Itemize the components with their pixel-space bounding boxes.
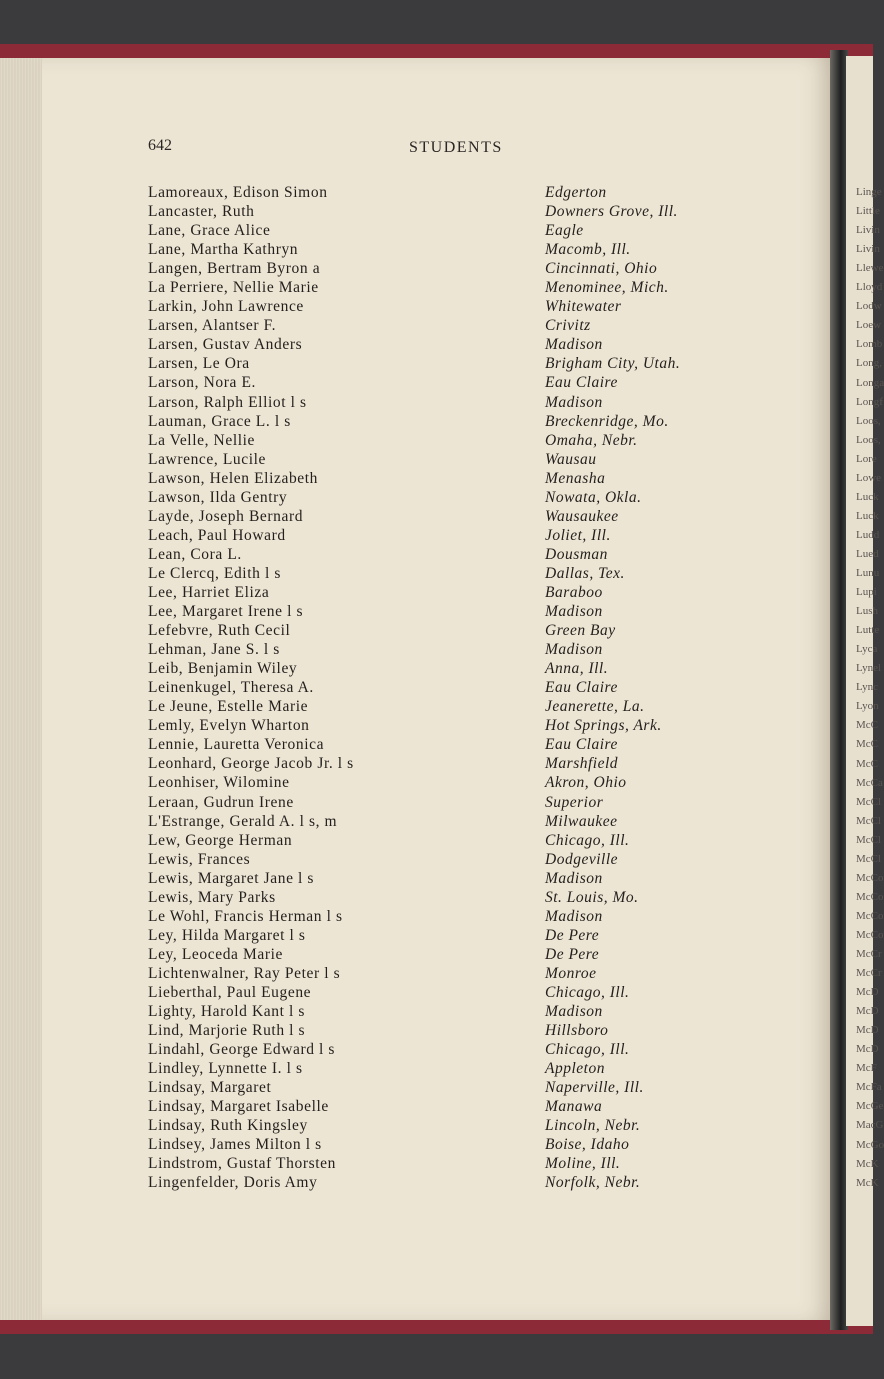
names-column [148, 183, 354, 1192]
student-name: Lingenfelder, Doris Amy [148, 1174, 318, 1192]
student-name: Lawrence, Lucile [148, 450, 267, 468]
student-name: Lane, Martha Kathryn [148, 241, 299, 259]
student-hometown: Macomb, Ill. [545, 241, 631, 259]
student-hometown: Madison [545, 869, 603, 887]
student-hometown: De Pere [545, 926, 600, 944]
student-hometown: Boise, Idaho [545, 1136, 630, 1154]
student-hometown: Edgerton [545, 184, 607, 201]
facing-page-text-fragment: Luck [856, 509, 879, 522]
facing-page-text-fragment: Lynel [856, 662, 882, 675]
student-name: Lewis, Margaret Jane l s [148, 869, 315, 887]
facing-page-text-fragment: McCo [856, 928, 884, 941]
facing-page-text-fragment: McD [856, 986, 879, 999]
student-name: Lindahl, George Edward l s [148, 1041, 336, 1059]
student-name: Lancaster, Ruth [148, 203, 255, 221]
facing-page-text-fragment: McD [856, 1043, 879, 1056]
student-hometown: Brigham City, Utah. [545, 355, 681, 373]
facing-page-text-fragment: Lync [856, 681, 878, 694]
facing-page-text-fragment: McGe [856, 1100, 884, 1113]
facing-page-text-fragment: McCl [856, 833, 882, 846]
facing-page-text-fragment: Lyon [856, 700, 879, 713]
student-name: Larson, Nora E. [148, 374, 256, 392]
student-name: Larsen, Alantser F. [148, 317, 277, 335]
student-hometown: Wausaukee [545, 507, 619, 525]
facing-page-text-fragment: Lunu [856, 567, 880, 579]
facing-page-text-fragment: Ludd [856, 528, 880, 541]
student-name: Lindsay, Margaret [148, 1079, 272, 1097]
student-name: Layde, Joseph Bernard [148, 507, 304, 525]
facing-page-text-fragment: Lupi [856, 586, 877, 599]
student-hometown: Jeanerette, La. [545, 698, 645, 716]
student-name: Langen, Bertram Byron a [148, 260, 321, 278]
student-hometown: Dallas, Tex. [545, 564, 625, 582]
student-hometown: Lincoln, Nebr. [545, 1117, 641, 1135]
facing-page-text-fragment: MacG [856, 1119, 884, 1132]
facing-page-text-fragment: McC [856, 719, 878, 732]
student-hometown: Eau Claire [545, 736, 618, 754]
facing-page-text-fragment: Luck [856, 490, 879, 503]
facing-page-text-fragment: McCl [856, 795, 882, 808]
student-name: Le Jeune, Estelle Marie [148, 698, 309, 716]
student-name: Le Clercq, Edith l s [148, 564, 281, 582]
student-name: Lee, Margaret Irene l s [148, 603, 304, 621]
student-name: Larkin, John Lawrence [148, 298, 304, 316]
facing-page-text-fragment: McCo [856, 871, 884, 884]
facing-page-edge [846, 56, 884, 1326]
student-hometown: Moline, Ill. [545, 1155, 621, 1173]
student-hometown: Chicago, Ill. [545, 1041, 630, 1059]
student-name: Le Wohl, Francis Herman l s [148, 907, 343, 925]
student-hometown: Chicago, Ill. [545, 831, 630, 849]
student-name: Lindsey, James Milton l s [148, 1136, 322, 1154]
student-name: Lennie, Lauretta Veronica [148, 736, 325, 754]
student-hometown: Baraboo [545, 583, 603, 601]
facing-page-text-fragment: McC [856, 757, 878, 770]
student-name: La Velle, Nellie [148, 431, 256, 449]
facing-page-text-fragment: Llewe [856, 262, 884, 275]
student-name: Lew, George Herman [148, 831, 293, 849]
student-hometown: Menasha [545, 469, 606, 487]
student-hometown: Milwaukee [545, 812, 618, 830]
student-name: Lichtenwalner, Ray Peter l s [148, 964, 341, 982]
student-name: Larsen, Gustav Anders [148, 336, 303, 354]
student-hometown: Norfolk, Nebr. [545, 1174, 641, 1192]
facing-page-text-fragment: Little [856, 205, 880, 218]
student-hometown: Anna, Ill. [545, 660, 609, 678]
facing-page-text-fragment: McC [856, 738, 878, 751]
student-name: Lewis, Mary Parks [148, 888, 276, 906]
student-hometown: Hillsboro [545, 1022, 609, 1040]
facing-page-text-fragment: Longa [856, 376, 884, 389]
student-hometown: Akron, Ohio [545, 774, 627, 792]
student-name: Lindley, Lynnette I. l s [148, 1060, 303, 1078]
student-name: Lawson, Ilda Gentry [148, 488, 288, 506]
facing-page-text-fragment: Lutte [856, 624, 880, 637]
student-hometown: Madison [545, 393, 603, 411]
facing-page-text-fragment: Lyca [856, 643, 878, 656]
facing-page-text-fragment: McK [856, 1157, 879, 1170]
facing-page-text-fragment: Loew [856, 319, 882, 332]
student-hometown: Joliet, Ill. [545, 526, 611, 544]
page-number: 642 [148, 137, 172, 154]
facing-page-text-fragment: McF [856, 1062, 877, 1075]
student-name: Lehman, Jane S. l s [148, 641, 280, 659]
facing-page-text-fragment: McCr [856, 948, 882, 960]
facing-page-text-fragment: Long, [856, 357, 882, 370]
student-hometown: Downers Grove, Ill. [545, 203, 678, 221]
student-hometown: Omaha, Nebr. [545, 431, 638, 449]
student-hometown: Dousman [545, 545, 608, 563]
student-hometown: Dodgeville [545, 850, 619, 868]
student-name: Leib, Benjamin Wiley [148, 660, 298, 678]
facing-page-text-fragment: McGo [856, 1138, 884, 1151]
student-name: Ley, Hilda Margaret l s [148, 926, 306, 944]
student-name: Lindsay, Margaret Isabelle [148, 1098, 329, 1116]
running-head: STUDENTS [409, 139, 503, 156]
facing-page-text-fragment: Loos, [856, 433, 881, 446]
student-name: Leraan, Gudrun Irene [148, 793, 294, 811]
student-hometown: Madison [545, 603, 603, 621]
facing-page-text-fragment: Lued [856, 547, 879, 560]
student-hometown: Madison [545, 336, 603, 354]
student-hometown: Madison [545, 641, 603, 659]
student-name: Leonhiser, Wilomine [148, 774, 290, 792]
facing-page-text-fragment: Livin [856, 243, 880, 256]
facing-page-text-fragment: Lore [856, 452, 877, 465]
student-name: Lefebvre, Ruth Cecil [148, 622, 291, 640]
places-column [545, 183, 680, 1192]
student-name: Lighty, Harold Kant l s [148, 1003, 306, 1021]
student-hometown: Eau Claire [545, 374, 618, 392]
facing-page-text-fragment: McCo [856, 890, 884, 903]
facing-page-text-fragment: McD [856, 1005, 879, 1018]
facing-page-text-fragment: Longf [856, 395, 883, 408]
student-hometown: Madison [545, 907, 603, 925]
student-hometown: Menominee, Mich. [545, 279, 669, 297]
student-hometown: Breckenridge, Mo. [545, 412, 669, 430]
student-hometown: Eagle [545, 222, 584, 240]
student-name: Lee, Harriet Eliza [148, 583, 270, 601]
facing-page-text-fragment: McK [856, 1176, 879, 1189]
student-hometown: Chicago, Ill. [545, 983, 630, 1001]
student-name: L'Estrange, Gerald A. l s, m [148, 812, 338, 830]
facing-page-text-fragment: Lomb [856, 338, 883, 351]
facing-page-text-fragment: Lodw [856, 300, 882, 313]
student-name: Lewis, Frances [148, 850, 251, 868]
student-name: Lemly, Evelyn Wharton [148, 717, 310, 735]
facing-page-text-fragment: McCa [856, 776, 883, 789]
student-hometown: Whitewater [545, 298, 622, 316]
facing-page-text-fragment: Lowe [856, 471, 882, 484]
student-name: Lind, Marjorie Ruth l s [148, 1022, 306, 1040]
student-hometown: Nowata, Okla. [545, 488, 642, 506]
facing-page-text-fragment: McCo [856, 909, 884, 922]
student-name: Lean, Cora L. [148, 545, 242, 563]
student-name: Lamoreaux, Edison Simon [148, 184, 328, 201]
student-name: Lindsay, Ruth Kingsley [148, 1117, 308, 1135]
facing-page-text-fragment: Livin [856, 224, 880, 237]
facing-page-text-fragment: McFa [856, 1081, 882, 1094]
student-name: Leach, Paul Howard [148, 526, 286, 544]
facing-page-text-fragment: McCl [856, 852, 882, 865]
student-hometown: Appleton [545, 1060, 605, 1078]
student-hometown: Monroe [545, 964, 597, 982]
page-stack-edge [0, 58, 46, 1320]
student-name: Ley, Leoceda Marie [148, 945, 284, 963]
student-hometown: Manawa [545, 1098, 603, 1116]
student-hometown: Marshfield [545, 755, 619, 773]
student-name: Lindstrom, Gustaf Thorsten [148, 1155, 336, 1173]
facing-page-text-fragment: Linge [856, 186, 882, 198]
student-hometown: Cincinnati, Ohio [545, 260, 658, 278]
student-name: Lawson, Helen Elizabeth [148, 469, 319, 487]
facing-page-text-fragment: McCr [856, 967, 882, 980]
student-hometown: Green Bay [545, 622, 616, 640]
facing-page-text-fragment: Lloyd [856, 281, 883, 294]
student-hometown: Superior [545, 793, 604, 811]
student-hometown: Hot Springs, Ark. [545, 717, 662, 735]
student-name: Leonhard, George Jacob Jr. l s [148, 755, 354, 773]
student-name: Lieberthal, Paul Eugene [148, 983, 312, 1001]
student-name: Larson, Ralph Elliot l s [148, 393, 307, 411]
student-name: Larsen, Le Ora [148, 355, 250, 373]
student-name: Lauman, Grace L. l s [148, 412, 291, 430]
facing-page-text-fragment: Lush [856, 605, 878, 618]
student-hometown: Eau Claire [545, 679, 618, 697]
student-hometown: De Pere [545, 945, 600, 963]
student-hometown: St. Louis, Mo. [545, 888, 639, 906]
student-name: La Perriere, Nellie Marie [148, 279, 319, 297]
student-name: Lane, Grace Alice [148, 222, 271, 240]
facing-page-text-fragment: McD [856, 1024, 879, 1037]
student-hometown: Crivitz [545, 317, 591, 335]
student-hometown: Madison [545, 1003, 603, 1021]
facing-page-text-fragment: Loos, [856, 414, 881, 427]
student-hometown: Wausau [545, 450, 597, 468]
student-hometown: Naperville, Ill. [545, 1079, 644, 1097]
student-name: Leinenkugel, Theresa A. [148, 679, 314, 697]
facing-page-text-fragment: McCl [856, 814, 882, 827]
